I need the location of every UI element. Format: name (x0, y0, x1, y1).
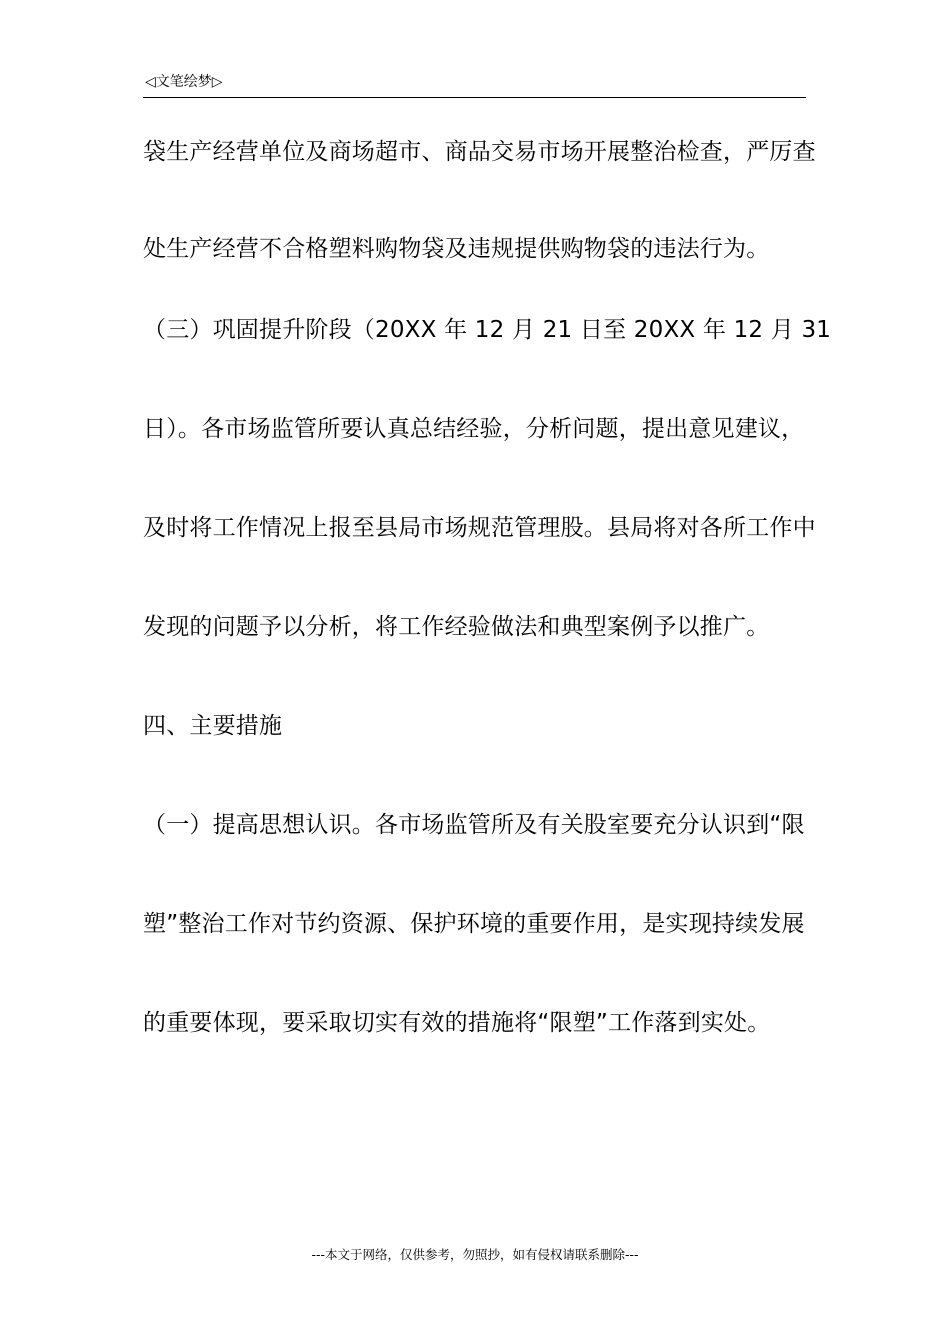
body-line: 日）。各市场监管所要认真总结经验，分析问题，提出意见建议， (143, 416, 805, 442)
body-line: 发现的问题予以分析，将工作经验做法和典型案例予以推广。 (143, 614, 770, 640)
section-heading: 四、主要措施 (143, 713, 283, 739)
body-line: 处生产经营不合格塑料购物袋及违规提供购物袋的违法行为。 (143, 236, 770, 262)
header-rule (143, 97, 806, 98)
page-footer: ---本文于网络，仅供参考，勿照抄，如有侵权请联系删除--- (311, 1247, 639, 1262)
body-line: （一）提高思想认识。各市场监管所及有关股室要充分认识到“限 (143, 812, 805, 838)
body-line: 塑”整治工作对节约资源、保护环境的重要作用，是实现持续发展 (143, 911, 805, 937)
section-heading: （三）巩固提升阶段（20XX 年 12 月 21 日至 20XX 年 12 月 31 (143, 317, 832, 343)
body-line: 的重要体现，要采取切实有效的措施将“限塑”工作落到实处。 (143, 1010, 771, 1036)
page-header: ◁文笔绘梦▷ (145, 74, 223, 90)
body-line: 袋生产经营单位及商场超市、商品交易市场开展整治检查，严厉查 (143, 139, 816, 165)
body-line: 及时将工作情况上报至县局市场规范管理股。县局将对各所工作中 (143, 515, 816, 541)
